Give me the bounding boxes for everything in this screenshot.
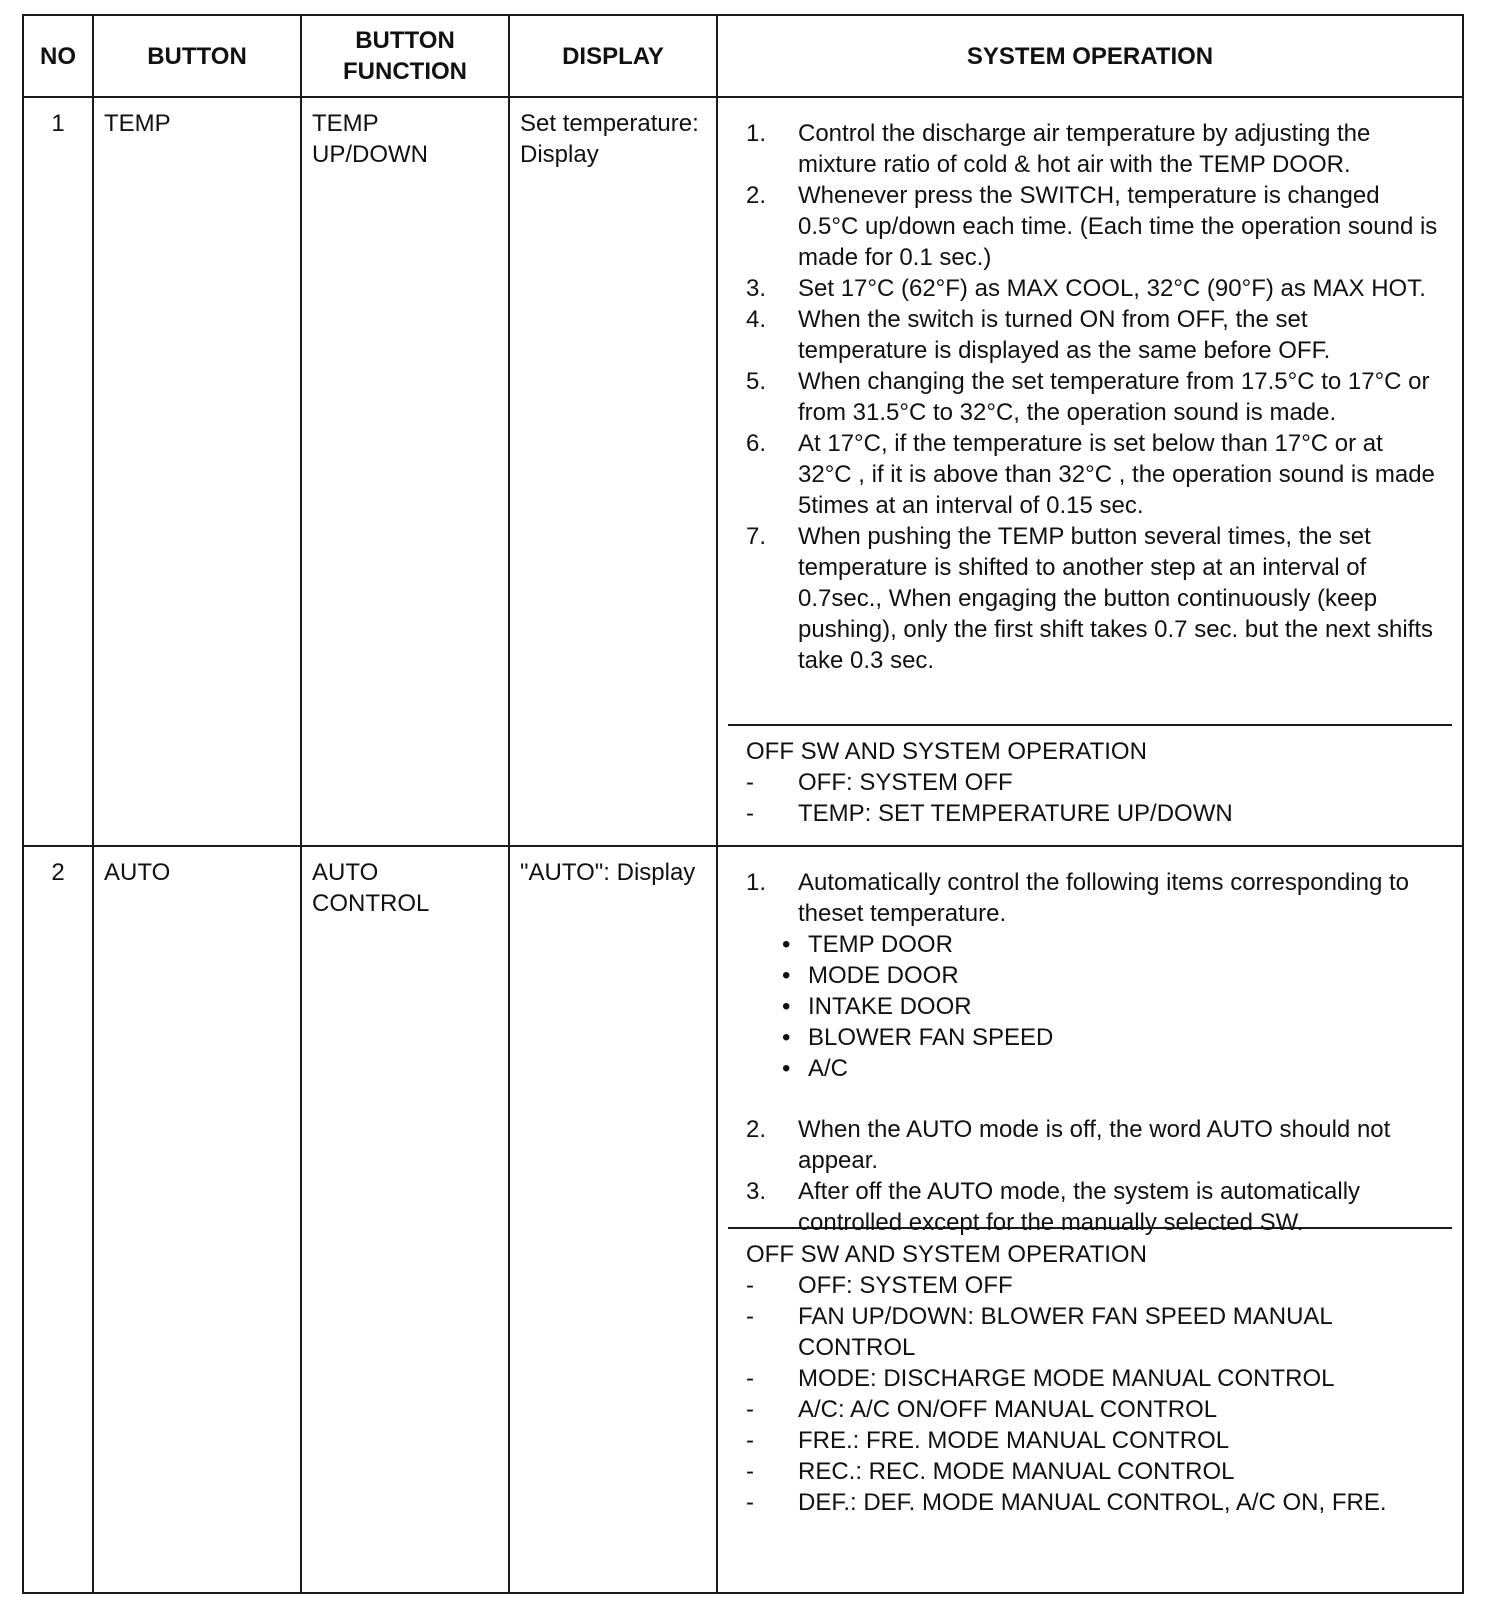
off-switch-title: OFF SW AND SYSTEM OPERATION xyxy=(746,1241,1147,1268)
system-operation-cell xyxy=(717,97,1463,846)
operation-steps xyxy=(728,108,1452,724)
table-row xyxy=(23,97,1463,846)
header-button-function: BUTTON FUNCTION xyxy=(301,15,509,97)
off-switch-section xyxy=(728,1227,1452,1524)
header-system-operation: SYSTEM OPERATION xyxy=(717,15,1463,97)
button-operation-table xyxy=(22,14,1464,1594)
list-item: 1. Control the discharge air temperature by adjusting the mixture ratio of cold & hot air with the TEMP DOOR. xyxy=(746,120,1371,178)
list-item: 1. Automatically control the following items corresponding to theset temperature. xyxy=(746,869,1409,927)
button-function: AUTO CONTROL xyxy=(301,846,509,1593)
row-number: 2 xyxy=(23,846,93,1593)
header-display: DISPLAY xyxy=(509,15,717,97)
list-item: 4. When the switch is turned ON from OFF, the set temperature is displayed as the same before OFF. xyxy=(746,306,1331,364)
table-row xyxy=(23,846,1463,1593)
list-item: • BLOWER FAN SPEED xyxy=(782,1024,1054,1051)
list-item: 5. When changing the set temperature from 17.5°C to 17°C or from 31.5°C to 32°C, the operation sound is made. xyxy=(746,368,1430,426)
list-item: - TEMP: SET TEMPERATURE UP/DOWN xyxy=(746,800,1233,827)
button-function: TEMP UP/DOWN xyxy=(301,97,509,846)
display-text: Set temperature: Display xyxy=(509,97,717,846)
list-item: - OFF: SYSTEM OFF xyxy=(746,1272,1013,1299)
list-item: - REC.: REC. MODE MANUAL CONTROL xyxy=(746,1458,1235,1485)
list-item: 6. At 17°C, if the temperature is set below than 17°C or at 32°C , if it is above than 32°C , the operation sound is made 5times at an interval of 0.15 sec. xyxy=(746,430,1435,519)
row-number: 1 xyxy=(23,97,93,846)
button-name: TEMP xyxy=(93,97,301,846)
display-text: "AUTO": Display xyxy=(509,846,717,1593)
list-item: 3. After off the AUTO mode, the system is automatically controlled except for the manually selected SW. xyxy=(746,1178,1361,1236)
list-item: - FRE.: FRE. MODE MANUAL CONTROL xyxy=(746,1427,1230,1454)
operation-steps xyxy=(728,857,1452,1236)
button-name: AUTO xyxy=(93,846,301,1593)
list-item: - MODE: DISCHARGE MODE MANUAL CONTROL xyxy=(746,1365,1335,1392)
header-no: NO xyxy=(23,15,93,97)
list-item: • INTAKE DOOR xyxy=(782,993,972,1020)
table-header-row xyxy=(23,15,1463,97)
off-switch-section xyxy=(728,724,1452,835)
list-item: • MODE DOOR xyxy=(782,962,959,989)
list-item: 3. Set 17°C (62°F) as MAX COOL, 32°C (90°F) as MAX HOT. xyxy=(746,275,1426,302)
controlled-items xyxy=(746,929,1442,1084)
list-item: • A/C xyxy=(782,1055,849,1082)
header-button: BUTTON xyxy=(93,15,301,97)
list-item: • TEMP DOOR xyxy=(782,931,953,958)
list-item: - OFF: SYSTEM OFF xyxy=(746,769,1013,796)
list-item: 7. When pushing the TEMP button several times, the set temperature is shifted to another step at an interval of 0.7sec., When engaging the button continuously (keep pushing), only the first shift takes 0.7 sec. but the next shifts take 0.3 sec. xyxy=(746,523,1433,674)
list-item: - DEF.: DEF. MODE MANUAL CONTROL, A/C ON, FRE. xyxy=(746,1489,1387,1516)
list-item: 2. Whenever press the SWITCH, temperature is changed 0.5°C up/down each time. (Each time the operation sound is made for 0.1 sec.) xyxy=(746,182,1438,271)
system-operation-cell xyxy=(717,846,1463,1593)
list-item: 2. When the AUTO mode is off, the word AUTO should not appear. xyxy=(746,1116,1391,1174)
off-switch-title: OFF SW AND SYSTEM OPERATION xyxy=(746,738,1147,765)
list-item: - A/C: A/C ON/OFF MANUAL CONTROL xyxy=(746,1396,1218,1423)
list-item: - FAN UP/DOWN: BLOWER FAN SPEED MANUAL CONTROL xyxy=(746,1303,1332,1361)
